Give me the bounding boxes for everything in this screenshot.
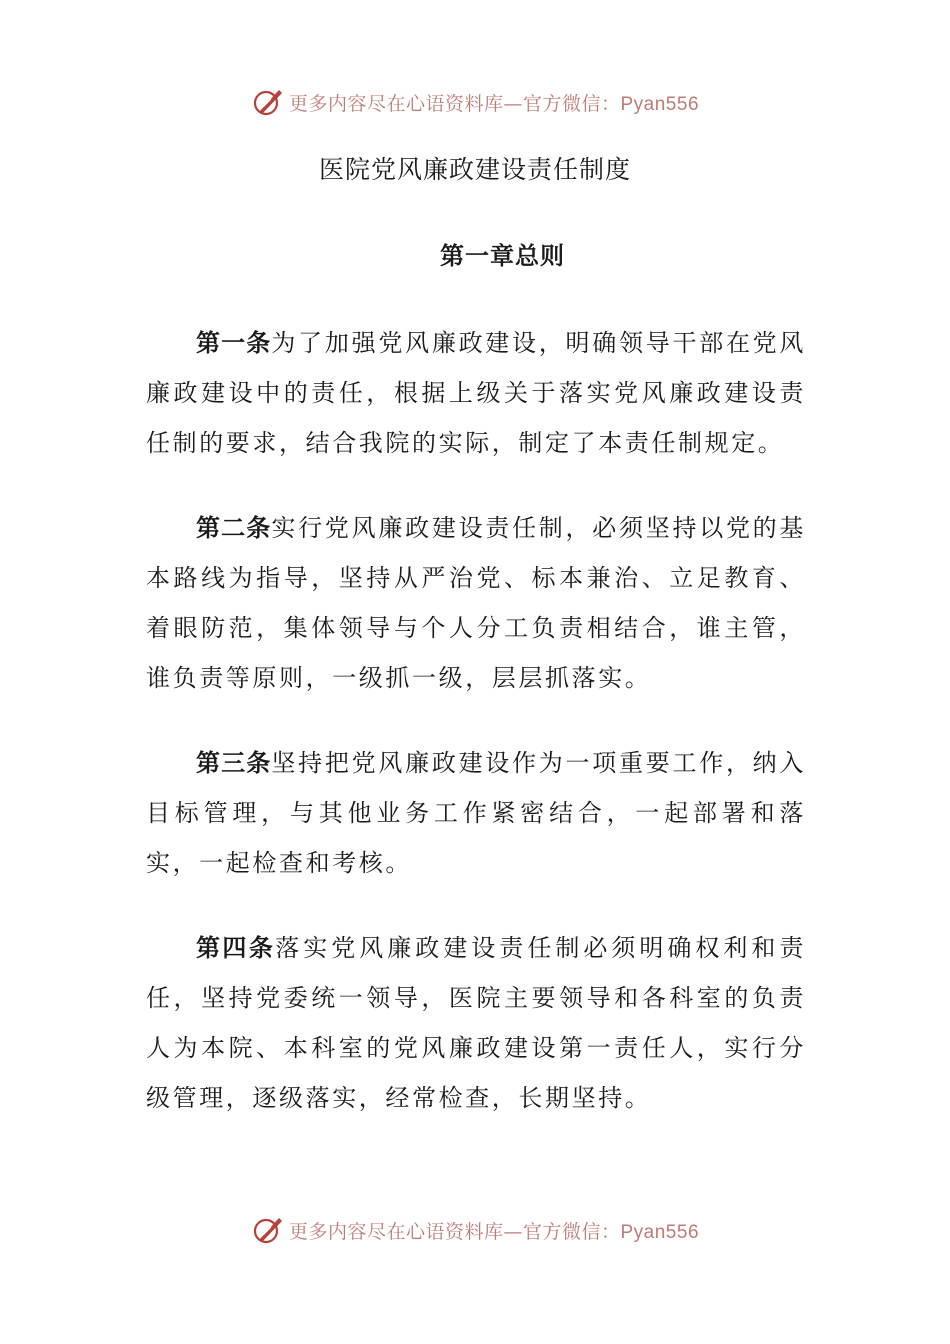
article-lead: 第一条 [196, 328, 272, 357]
article-paragraph [146, 923, 806, 1123]
quill-pen-icon [251, 85, 285, 119]
article-paragraph [146, 738, 806, 888]
article-body: 实行党风廉政建设责任制，必须坚持以党的基本路线为指导，坚持从严治党、标本兼治、立足教育、着眼防范，集体领导与个人分工负责相结合，谁主管，谁负责等原则，一级抓一级，层层抓落实。 [146, 514, 807, 692]
article-body: 坚持把党风廉政建设作为一项重要工作，纳入目标管理，与其他业务工作紧密结合，一起部署和落实，一起检查和考核。 [146, 749, 807, 877]
footer-watermark-banner [0, 1210, 950, 1250]
article-body: 落实党风廉政建设责任制必须明确权利和责任，坚持党委统一领导，医院主要领导和各科室的负责人为本院、本科室的党风廉政建设第一责任人，实行分级管理，逐级落实，经常检查，长期坚持。 [146, 934, 806, 1112]
article-lead: 第二条 [196, 513, 272, 542]
watermark-text: 更多内容尽在心语资料库—官方微信：Pyan556 [288, 92, 700, 115]
article-lead: 第三条 [196, 748, 272, 777]
article-body: 为了加强党风廉政建设，明确领导干部在党风廉政建设中的责任，根据上级关于落实党风廉政建设责任制的要求，结合我院的实际，制定了本责任制规定。 [146, 329, 807, 457]
chapter-heading: 第一章总则 [440, 241, 565, 270]
article-paragraph [146, 318, 806, 468]
document-title: 医院党风廉政建设责任制度 [318, 155, 631, 184]
quill-pen-icon [251, 1213, 285, 1247]
header-watermark-banner [0, 82, 950, 122]
article-paragraph [146, 503, 806, 703]
article-lead: 第四条 [196, 933, 276, 962]
watermark-text: 更多内容尽在心语资料库—官方微信：Pyan556 [288, 1220, 700, 1243]
